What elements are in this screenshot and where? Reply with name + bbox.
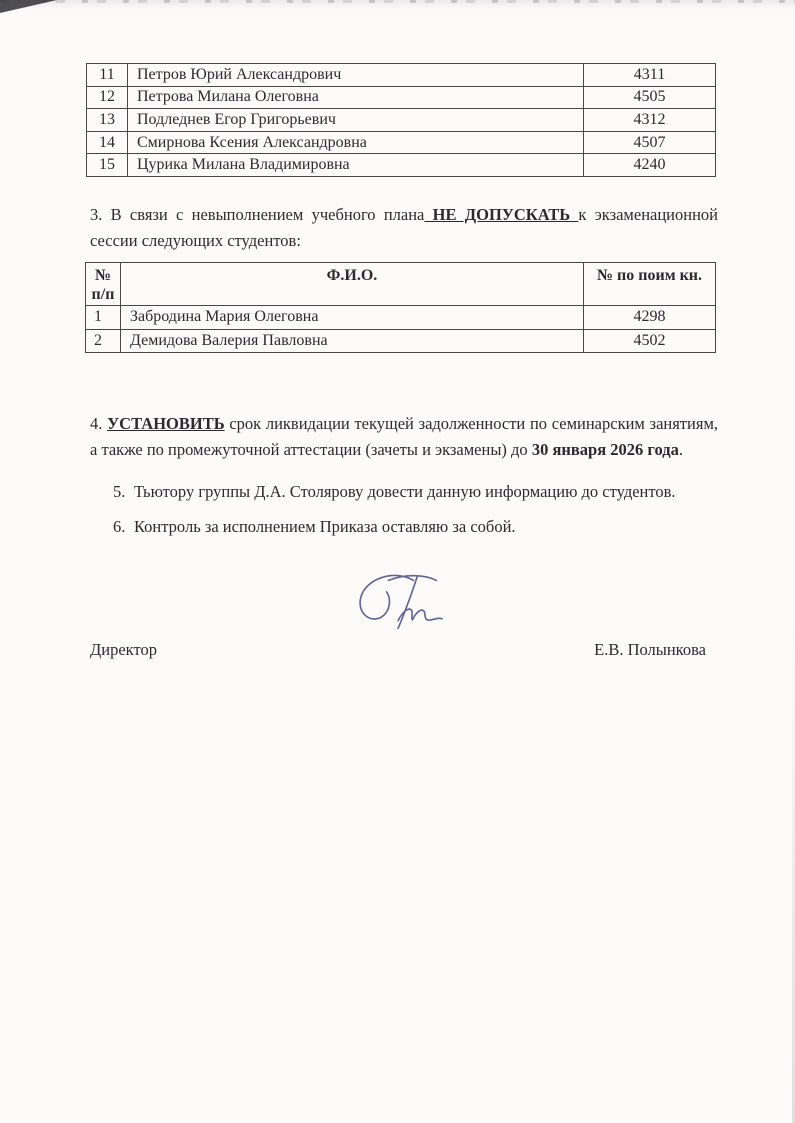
record-book-cell: 4311	[584, 64, 716, 87]
table-header-row	[86, 263, 716, 306]
handwritten-signature	[352, 567, 448, 636]
paragraph-4-middle: срок ликвидации текущей задолженности по семинарским занятиям, а также по промежуточной аттестации (зачеты и экзамены) до	[90, 414, 719, 459]
scan-top-tint	[0, 0, 795, 10]
signer-name: Е.В. Полынкова	[594, 640, 706, 659]
order-item-5	[113, 479, 723, 504]
record-book-cell: 4312	[584, 109, 716, 132]
record-book-cell: 4298	[584, 306, 716, 330]
student-name-cell: Цурика Милана Владимировна	[128, 154, 584, 177]
paragraph-4	[90, 411, 718, 463]
student-name-cell: Демидова Валерия Павловна	[121, 329, 584, 353]
signoff-row	[90, 640, 706, 660]
row-number-cell: 15	[87, 154, 128, 177]
item-6-number: 6.	[113, 517, 126, 536]
header-num-line2: п/п	[91, 286, 115, 303]
record-book-cell: 4240	[584, 154, 716, 177]
table-row	[86, 306, 716, 330]
row-number-cell: 2	[86, 329, 121, 353]
paragraph-3-lead: 3. В связи с невыполнением учебного плана	[90, 205, 425, 224]
paragraph-3	[90, 202, 718, 254]
paragraph-4-deadline-date: 30 января 2026 года	[531, 440, 679, 459]
student-name-cell: Петрова Милана Олеговна	[128, 86, 584, 109]
table-row	[87, 109, 716, 132]
order-item-6	[113, 514, 723, 539]
table-row	[87, 154, 716, 177]
item-5-number: 5.	[113, 482, 126, 501]
paragraph-3-tail: к экзаменационной сессии следующих студентов:	[90, 205, 718, 250]
row-number-cell: 14	[87, 131, 128, 154]
paragraph-3-emphasis: НЕ ДОПУСКАТЬ	[424, 205, 579, 224]
paragraph-4-tail: .	[678, 440, 683, 459]
table-row	[87, 131, 716, 154]
student-name-cell: Петров Юрий Александрович	[128, 64, 584, 87]
header-num-line1: №	[94, 267, 112, 284]
student-name-cell: Смирнова Ксения Александровна	[128, 131, 584, 154]
paragraph-4-emphasis: УСТАНОВИТЬ	[107, 414, 225, 433]
students-table	[86, 63, 716, 177]
row-number-cell: 13	[87, 109, 128, 132]
scan-top-edge-artifact	[0, 0, 795, 3]
item-6-text: Контроль за исполнением Приказа оставляю за собой.	[134, 517, 516, 536]
row-number-cell: 11	[87, 64, 128, 87]
student-name-cell: Забродина Мария Олеговна	[121, 306, 584, 330]
excluded-students-table	[85, 262, 716, 353]
item-5-text: Тьютору группы Д.А. Столярову довести данную информацию до студентов.	[134, 482, 676, 501]
header-row-number	[86, 263, 121, 306]
record-book-cell: 4505	[584, 86, 716, 109]
row-number-cell: 1	[86, 306, 121, 330]
record-book-cell: 4502	[584, 329, 716, 353]
position-title: Директор	[90, 640, 157, 659]
table-row	[87, 86, 716, 109]
student-name-cell: Подледнев Егор Григорьевич	[128, 109, 584, 132]
table-row	[87, 64, 716, 87]
header-fio: Ф.И.О.	[121, 263, 584, 306]
row-number-cell: 12	[87, 86, 128, 109]
table-row	[86, 329, 716, 353]
scan-corner-shadow	[0, 0, 57, 13]
header-record-book: № по поим кн.	[584, 263, 716, 306]
paragraph-4-lead: 4.	[90, 414, 108, 433]
record-book-cell: 4507	[584, 131, 716, 154]
